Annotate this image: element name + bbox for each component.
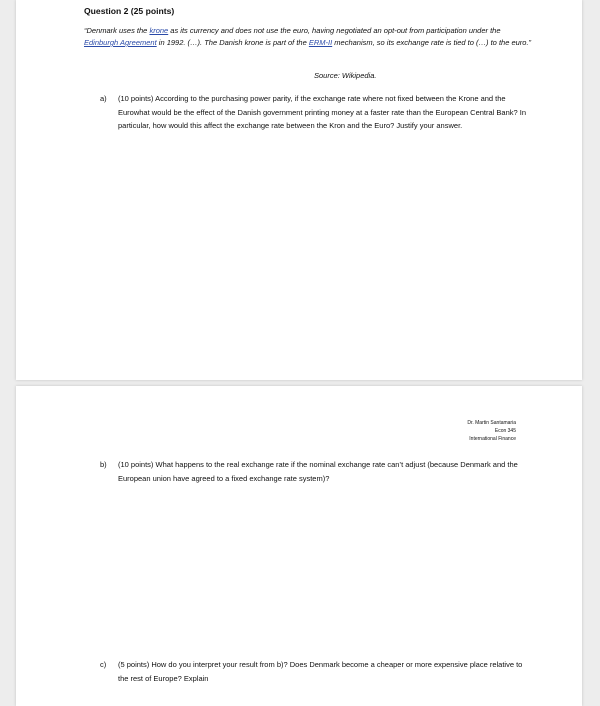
question-part-c: [100, 658, 530, 685]
part-b-text: (10 points) What happens to the real exchange rate if the nominal exchange rate can’t adjust (because Denmark and the European union have agreed to a fixed exchange rate system)?: [118, 460, 518, 483]
quote-text-1: “Denmark uses the: [84, 26, 150, 35]
quote-text-4: mechanism, so its exchange rate is tied to (…) to the euro.”: [332, 38, 532, 47]
part-c-label: c): [100, 660, 107, 669]
quote-source: Source: Wikipedia.: [314, 71, 377, 80]
course-subject: International Finance: [469, 436, 516, 442]
author-block: [467, 419, 516, 443]
edinburgh-agreement-link[interactable]: Edinburgh Agreement: [84, 38, 157, 47]
part-b-label: b): [100, 460, 107, 469]
krone-link[interactable]: krone: [149, 26, 169, 35]
wikipedia-quote: [84, 25, 534, 49]
part-a-text: (10 points) According to the purchasing power parity, if the exchange rate where not fixed between the Krone and the Eurowhat would be the effect of the Danish government printing money at a faster rate than the European Central Bank? In particular, how would this affect the exchange rate between the Kron and the Euro? Justify your answer.: [118, 94, 527, 130]
course-code: Econ 345: [494, 428, 516, 434]
question-title: Question 2 (25 points): [84, 6, 175, 16]
quote-text-2: as its currency and does not use the euro, having negotiated an opt-out from participation under the: [168, 26, 501, 35]
question-part-a: [100, 92, 530, 133]
erm-ii-link[interactable]: ERM-II: [308, 38, 333, 47]
part-c-text: (5 points) How do you interpret your result from b)? Does Denmark become a cheaper or more expensive place relative to the rest of Europe? Explain: [118, 660, 523, 683]
question-part-b: [100, 458, 530, 485]
part-a-label: a): [100, 94, 107, 103]
author-name: Dr. Martin Santamaria: [467, 420, 516, 426]
quote-text-3: in 1992. (…). The Danish krone is part of the: [156, 38, 309, 47]
document-page-1: [16, 0, 582, 380]
document-page-2: [16, 386, 582, 706]
